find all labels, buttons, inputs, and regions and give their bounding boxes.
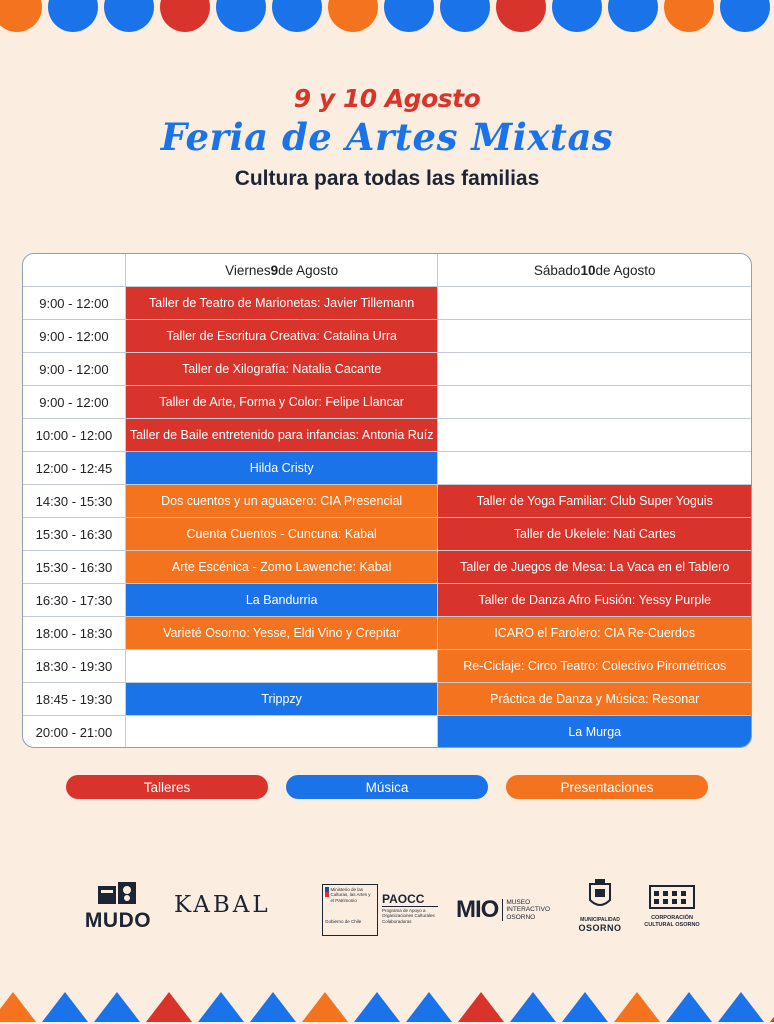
decoration-dot bbox=[328, 0, 378, 32]
event-header bbox=[0, 84, 774, 191]
paocc-subtitle: Programa de Apoyo a Organizaciones Culturales Colaboradoras bbox=[382, 906, 438, 924]
saturday-event-cell bbox=[438, 353, 751, 385]
table-row bbox=[23, 550, 751, 583]
time-cell: 9:00 - 12:00 bbox=[23, 287, 126, 319]
friday-event-cell: Taller de Teatro de Marionetas: Javier Tillemann bbox=[126, 287, 439, 319]
friday-day-number: 9 bbox=[270, 262, 279, 278]
decoration-triangle bbox=[146, 992, 192, 1022]
mudo-logo bbox=[80, 880, 156, 933]
time-cell: 18:00 - 18:30 bbox=[23, 617, 126, 649]
time-cell: 9:00 - 12:00 bbox=[23, 386, 126, 418]
table-row bbox=[23, 649, 751, 682]
saturday-month-label: de Agosto bbox=[595, 262, 656, 278]
decoration-triangle bbox=[510, 992, 556, 1022]
decoration-triangle bbox=[354, 992, 400, 1022]
table-row bbox=[23, 352, 751, 385]
municipalidad-name: OSORNO bbox=[578, 923, 622, 933]
table-row bbox=[23, 484, 751, 517]
kabal-logo: KABAL bbox=[174, 892, 271, 918]
friday-event-cell: Taller de Baile entretenido para infancias: Antonia Ruíz bbox=[126, 419, 439, 451]
saturday-column-header bbox=[438, 254, 751, 286]
event-date: 9 y 10 Agosto bbox=[293, 84, 481, 113]
sponsor-logos bbox=[0, 870, 774, 950]
time-cell: 15:30 - 16:30 bbox=[23, 551, 126, 583]
decoration-triangle bbox=[562, 992, 608, 1022]
time-cell: 12:00 - 12:45 bbox=[23, 452, 126, 484]
friday-event-cell: Dos cuentos y un aguacero: CIA Presencial bbox=[126, 485, 439, 517]
top-dots-decoration bbox=[0, 0, 774, 38]
time-cell: 14:30 - 15:30 bbox=[23, 485, 126, 517]
mio-subtitle: MUSEO INTERACTIVO OSORNO bbox=[502, 899, 554, 920]
decoration-dot bbox=[104, 0, 154, 32]
table-row bbox=[23, 616, 751, 649]
decoration-triangle bbox=[406, 992, 452, 1022]
table-row bbox=[23, 682, 751, 715]
legend-presentaciones: Presentaciones bbox=[506, 775, 708, 799]
time-cell: 20:00 - 21:00 bbox=[23, 716, 126, 748]
saturday-event-cell: Re-Ciclaje: Circo Teatro: Colectivo Pirométricos bbox=[438, 650, 751, 682]
shield-icon bbox=[587, 878, 613, 912]
table-row bbox=[23, 418, 751, 451]
table-row bbox=[23, 451, 751, 484]
time-cell: 18:30 - 19:30 bbox=[23, 650, 126, 682]
saturday-event-cell: Taller de Yoga Familiar: Club Super Yoguis bbox=[438, 485, 751, 517]
friday-month-label: de Agosto bbox=[278, 262, 339, 278]
saturday-event-cell bbox=[438, 287, 751, 319]
decoration-dot bbox=[384, 0, 434, 32]
decoration-triangle bbox=[458, 992, 504, 1022]
mio-text: MIO bbox=[456, 896, 499, 923]
friday-event-cell: Arte Escénica - Zomo Lawenche: Kabal bbox=[126, 551, 439, 583]
mio-logo bbox=[456, 896, 554, 924]
friday-event-cell: Taller de Arte, Forma y Color: Felipe Llancar bbox=[126, 386, 439, 418]
friday-event-cell: Taller de Xilografía: Natalia Cacante bbox=[126, 353, 439, 385]
table-body bbox=[23, 286, 751, 748]
decoration-dot bbox=[440, 0, 490, 32]
table-row bbox=[23, 385, 751, 418]
time-cell: 16:30 - 17:30 bbox=[23, 584, 126, 616]
table-row bbox=[23, 715, 751, 748]
schedule-table bbox=[22, 253, 752, 748]
friday-event-cell: La Bandurria bbox=[126, 584, 439, 616]
saturday-event-cell: Taller de Danza Afro Fusión: Yessy Purple bbox=[438, 584, 751, 616]
decoration-triangle bbox=[250, 992, 296, 1022]
friday-event-cell: Taller de Escritura Creativa: Catalina Urra bbox=[126, 320, 439, 352]
saturday-event-cell bbox=[438, 452, 751, 484]
decoration-dot bbox=[552, 0, 602, 32]
decoration-dot bbox=[0, 0, 42, 32]
friday-event-cell: Hilda Cristy bbox=[126, 452, 439, 484]
friday-event-cell bbox=[126, 716, 439, 748]
corporacion-text: CORPORACIÓN CULTURAL OSORNO bbox=[644, 915, 700, 928]
table-row bbox=[23, 319, 751, 352]
gobierno-text: Gobierno de Chile bbox=[325, 919, 362, 925]
bottom-triangles-decoration bbox=[0, 992, 774, 1024]
friday-day-label: Viernes bbox=[225, 262, 271, 278]
friday-event-cell: Trippzy bbox=[126, 683, 439, 715]
table-header-row bbox=[23, 254, 751, 286]
time-column-header bbox=[23, 254, 126, 286]
municipalidad-label: MUNICIPALIDAD bbox=[580, 917, 620, 923]
decoration-triangle bbox=[718, 992, 764, 1022]
friday-column-header bbox=[126, 254, 439, 286]
saturday-day-number: 10 bbox=[580, 262, 596, 278]
friday-event-cell bbox=[126, 650, 439, 682]
ministerio-box bbox=[322, 884, 378, 936]
paocc-title: PAOCC bbox=[382, 892, 425, 906]
decoration-dot bbox=[664, 0, 714, 32]
table-row bbox=[23, 286, 751, 319]
time-cell: 18:45 - 19:30 bbox=[23, 683, 126, 715]
time-cell: 9:00 - 12:00 bbox=[23, 353, 126, 385]
saturday-event-cell bbox=[438, 386, 751, 418]
legend-musica: Música bbox=[286, 775, 488, 799]
saturday-event-cell: Taller de Ukelele: Nati Cartes bbox=[438, 518, 751, 550]
saturday-event-cell: Taller de Juegos de Mesa: La Vaca en el Tablero bbox=[438, 551, 751, 583]
decoration-triangle bbox=[0, 992, 36, 1022]
decoration-triangle bbox=[666, 992, 712, 1022]
mudo-icon bbox=[96, 880, 140, 906]
decoration-triangle bbox=[614, 992, 660, 1022]
event-title: Feria de Artes Mixtas bbox=[160, 115, 614, 159]
decoration-dot bbox=[720, 0, 770, 32]
legend-talleres: Talleres bbox=[66, 775, 268, 799]
saturday-event-cell: La Murga bbox=[438, 716, 751, 748]
decoration-dot bbox=[216, 0, 266, 32]
mudo-text: MUDO bbox=[84, 909, 152, 932]
decoration-triangle bbox=[302, 992, 348, 1022]
saturday-day-label: Sábado bbox=[533, 262, 581, 278]
building-icon bbox=[648, 882, 696, 910]
chile-flag-icon bbox=[325, 887, 329, 897]
ministerio-text: Ministerio de las Culturas, las Artes y el Patrimonio bbox=[330, 887, 371, 903]
decoration-dot bbox=[160, 0, 210, 32]
decoration-triangle bbox=[198, 992, 244, 1022]
ministerio-logo bbox=[322, 884, 440, 936]
saturday-event-cell bbox=[438, 320, 751, 352]
decoration-triangle bbox=[42, 992, 88, 1022]
saturday-event-cell: Práctica de Danza y Música: Resonar bbox=[438, 683, 751, 715]
decoration-dot bbox=[48, 0, 98, 32]
friday-event-cell: Varieté Osorno: Yesse, Eldi Vino y Crepitar bbox=[126, 617, 439, 649]
event-subtitle: Cultura para todas las familias bbox=[234, 167, 540, 190]
time-cell: 9:00 - 12:00 bbox=[23, 320, 126, 352]
table-row bbox=[23, 517, 751, 550]
decoration-dot bbox=[496, 0, 546, 32]
decoration-triangle bbox=[770, 992, 774, 1022]
time-cell: 15:30 - 16:30 bbox=[23, 518, 126, 550]
saturday-event-cell bbox=[438, 419, 751, 451]
table-row bbox=[23, 583, 751, 616]
municipalidad-logo bbox=[576, 878, 624, 933]
decoration-triangle bbox=[94, 992, 140, 1022]
time-cell: 10:00 - 12:00 bbox=[23, 419, 126, 451]
corporacion-logo bbox=[644, 882, 700, 928]
friday-event-cell: Cuenta Cuentos - Cuncuna: Kabal bbox=[126, 518, 439, 550]
paocc-block bbox=[382, 884, 438, 936]
decoration-dot bbox=[608, 0, 658, 32]
saturday-event-cell: ICARO el Farolero: CIA Re-Cuerdos bbox=[438, 617, 751, 649]
decoration-dot bbox=[272, 0, 322, 32]
